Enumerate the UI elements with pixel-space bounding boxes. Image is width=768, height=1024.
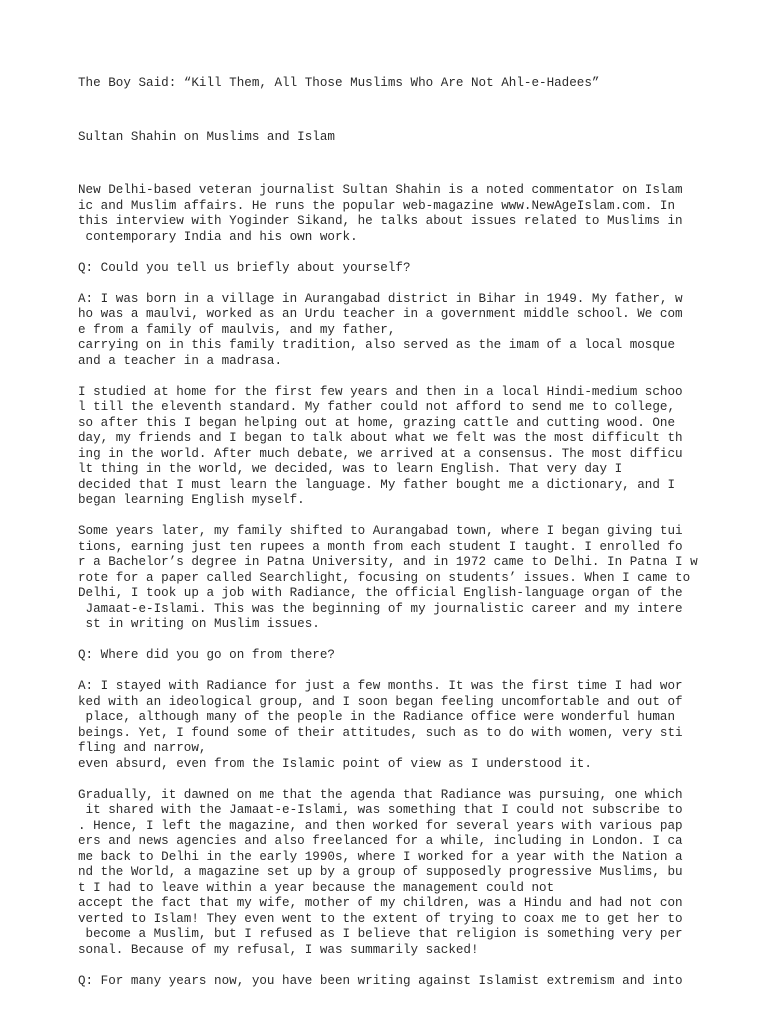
paragraph xyxy=(78,788,738,959)
text-line: ho was a maulvi, worked as an Urdu teacher in a government middle school. We com xyxy=(78,307,683,321)
text-line: t I had to leave within a year because the management could not xyxy=(78,880,555,895)
text-line: it shared with the Jamaat-e-Islami, was something that I could not subscribe to xyxy=(78,803,683,817)
document-page xyxy=(78,76,738,989)
paragraph xyxy=(78,679,738,772)
document-body xyxy=(78,183,738,989)
text-line: day, my friends and I began to talk about what we felt was the most difficult th xyxy=(78,431,683,445)
paragraph xyxy=(78,261,738,277)
text-line: . Hence, I left the magazine, and then worked for several years with various pap xyxy=(78,818,683,833)
text-line: New Delhi-based veteran journalist Sultan Shahin is a noted commentator on Islam xyxy=(78,183,683,197)
text-line: A: I was born in a village in Aurangabad district in Bihar in 1949. My father, w xyxy=(78,291,683,306)
text-line: me back to Delhi in the early 1990s, where I worked for a year with the Nation a xyxy=(78,849,683,864)
paragraph xyxy=(78,648,738,664)
text-line: ic and Muslim affairs. He runs the popular web-magazine www.NewAgeIslam.com. In xyxy=(78,198,676,213)
paragraph xyxy=(78,183,738,245)
paragraph xyxy=(78,292,738,370)
text-line: decided that I must learn the language. My father bought me a dictionary, and I xyxy=(78,477,676,492)
text-line: Q: For many years now, you have been writing against Islamist extremism and into xyxy=(78,973,683,988)
text-line: and a teacher in a madrasa. xyxy=(78,353,283,368)
text-line: Q: Could you tell us briefly about yourself? xyxy=(78,260,411,275)
text-line: tions, earning just ten rupees a month from each student I taught. I enrolled fo xyxy=(78,539,683,554)
text-line: fling and narrow, xyxy=(78,741,207,755)
paragraph xyxy=(78,385,738,509)
text-line: lt thing in the world, we decided, was to learn English. That very day I xyxy=(78,462,623,476)
text-line: Delhi, I took up a job with Radiance, the official English-language organ of the xyxy=(78,586,683,600)
text-line: e from a family of maulvis, and my father, xyxy=(78,322,396,337)
text-line: l till the eleventh standard. My father could not afford to send me to college, xyxy=(78,400,676,414)
text-line: r a Bachelor’s degree in Patna University, and in 1972 came to Delhi. In Patna I w xyxy=(78,555,698,569)
text-line: Q: Where did you go on from there? xyxy=(78,648,335,662)
text-line: Gradually, it dawned on me that the agenda that Radiance was pursuing, one which xyxy=(78,787,683,802)
text-line: Jamaat-e-Islami. This was the beginning of my journalistic career and my intere xyxy=(78,601,683,616)
document-byline: Sultan Shahin on Muslims and Islam xyxy=(78,129,335,144)
document-title: The Boy Said: “Kill Them, All Those Muslims Who Are Not Ahl-e-Hadees” xyxy=(78,76,600,90)
paragraph xyxy=(78,524,738,633)
text-line: st in writing on Muslim issues. xyxy=(78,617,320,631)
paragraph xyxy=(78,974,738,990)
text-line: verted to Islam! They even went to the extent of trying to coax me to get her to xyxy=(78,911,683,926)
text-line: A: I stayed with Radiance for just a few months. It was the first time I had wor xyxy=(78,679,683,693)
text-line: ing in the world. After much debate, we arrived at a consensus. The most difficu xyxy=(78,446,683,461)
text-line: accept the fact that my wife, mother of my children, was a Hindu and had not con xyxy=(78,896,683,910)
text-line: become a Muslim, but I refused as I believe that religion is something very per xyxy=(78,927,683,941)
text-line: nd the World, a magazine set up by a group of supposedly progressive Muslims, bu xyxy=(78,865,683,879)
text-line: Some years later, my family shifted to Aurangabad town, where I began giving tui xyxy=(78,524,683,538)
text-line: rote for a paper called Searchlight, focusing on students’ issues. When I came to xyxy=(78,570,691,585)
text-line: contemporary India and his own work. xyxy=(78,229,358,244)
text-line: this interview with Yoginder Sikand, he talks about issues related to Muslims in xyxy=(78,214,683,228)
text-line: I studied at home for the first few years and then in a local Hindi-medium schoo xyxy=(78,384,683,399)
text-line: sonal. Because of my refusal, I was summarily sacked! xyxy=(78,942,479,957)
text-line: even absurd, even from the Islamic point of view as I understood it. xyxy=(78,756,592,771)
text-line: beings. Yet, I found some of their attitudes, such as to do with women, very sti xyxy=(78,725,683,740)
text-line: ked with an ideological group, and I soon began feeling uncomfortable and out of xyxy=(78,694,683,709)
text-line: ers and news agencies and also freelanced for a while, including in London. I ca xyxy=(78,834,683,848)
text-line: began learning English myself. xyxy=(78,493,305,507)
text-line: place, although many of the people in the Radiance office were wonderful human xyxy=(78,710,676,724)
text-line: carrying on in this family tradition, also served as the imam of a local mosque xyxy=(78,338,676,352)
text-line: so after this I began helping out at home, grazing cattle and cutting wood. One xyxy=(78,415,676,430)
